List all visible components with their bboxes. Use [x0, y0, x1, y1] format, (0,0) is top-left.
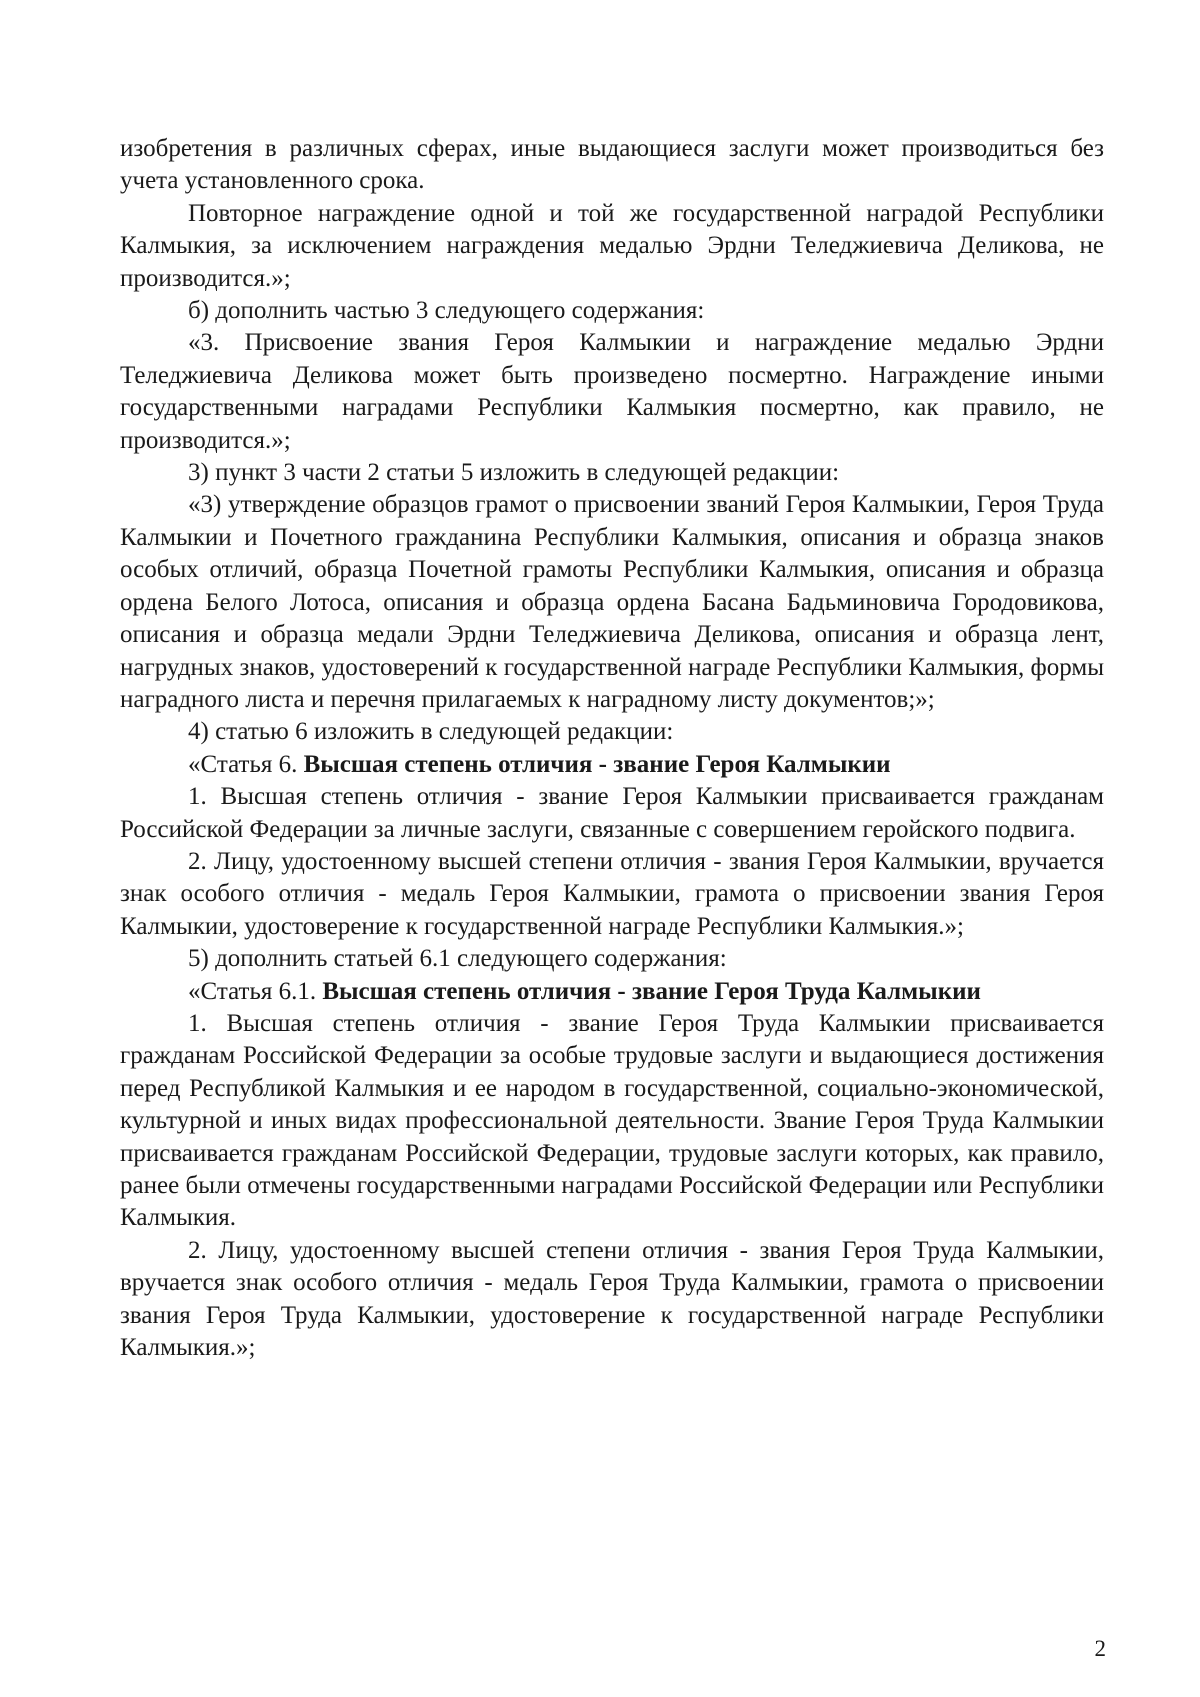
paragraph-clause-3: «3) утверждение образцов грамот о присвоении званий Героя Калмыкии, Героя Труда Калмыкии и Почетного гражданина Республики Калмыкия, описания и образца знаков особых отличий, образца Почетной грамоты Республики Калмыкия, описания и образца ордена Белого Лотоса, описания и образца ордена Басана Бадьминовича Городовикова, описания и образца медали Эрдни Теледжиевича Деликова, описания и образца лент, нагрудных знаков, удостоверений к государственной награде Республики Калмыкия, формы наградного листа и перечня прилагаемых к наградному листу документов;»; [120, 491, 1104, 713]
paragraph-repeat-award: Повторное награждение одной и той же государственной наградой Республики Калмыкия, за исключением награждения медалью Эрдни Теледжиевича Деликова, не производится.»; [120, 199, 1104, 292]
article-6-heading-prefix: «Статья 6. [188, 750, 298, 778]
paragraph-continuation: изобретения в различных сферах, иные выдающиеся заслуги может производиться без учета установленного срока. [120, 135, 1104, 195]
article-6-1-part-2: 2. Лицу, удостоенному высшей степени отличия - звания Героя Труда Калмыкии, вручается знак особого отличия - медаль Героя Труда Калмыкии, грамота о присвоении звания Героя Труда Калмыкии, удостоверение к государственной награде Республики Калмыкия.»; [120, 1236, 1104, 1362]
page-number: 2 [1094, 1636, 1106, 1661]
article-6-1-heading-title: Высшая степень отличия - звание Героя Труда Калмыкии [322, 977, 981, 1005]
article-6-heading [120, 749, 1104, 781]
article-6-part-1: 1. Высшая степень отличия - звание Героя Калмыкии присваивается гражданам Российской Федерации за личные заслуги, связанные с совершением геройского подвига. [120, 783, 1104, 843]
article-6-heading-title: Высшая степень отличия - звание Героя Калмыкии [303, 750, 891, 778]
paragraph-amendment-4: 4) статью 6 изложить в следующей редакции: [188, 718, 674, 746]
document-body [120, 133, 1104, 1364]
paragraph-amendment-5: 5) дополнить статьей 6.1 следующего содержания: [188, 945, 727, 973]
article-6-1-heading-prefix: «Статья 6.1. [188, 977, 317, 1005]
paragraph-part-3: «3. Присвоение звания Героя Калмыкии и награждение медалью Эрдни Теледжиевича Деликова может быть произведено посмертно. Награждение иными государственными наградами Республики Калмыкия посмертно, как правило, не производится.»; [120, 329, 1104, 454]
paragraph-amendment-3: 3) пункт 3 части 2 статьи 5 изложить в следующей редакции: [188, 459, 840, 487]
paragraph-amendment-b: б) дополнить частью 3 следующего содержания: [188, 297, 705, 325]
article-6-1-heading [120, 976, 1104, 1008]
article-6-part-2: 2. Лицу, удостоенному высшей степени отличия - звания Героя Калмыкии, вручается знак особого отличия - медаль Героя Калмыкии, грамота о присвоении звания Героя Калмыкии, удостоверение к государственной награде Республики Калмыкия.»; [120, 847, 1104, 940]
article-6-1-part-1: 1. Высшая степень отличия - звание Героя Труда Калмыкии присваивается гражданам Российской Федерации за особые трудовые заслуги и выдающиеся достижения перед Республикой Калмыкия и ее народом в государственной, социально-экономической, культурной и иных видах профессиональной деятельности. Звание Героя Труда Калмыкии присваивается гражданам Российской Федерации, трудовые заслуги которых, как правило, ранее были отмечены государственными наградами Российской Федерации или Республики Калмыкия. [120, 1009, 1104, 1232]
